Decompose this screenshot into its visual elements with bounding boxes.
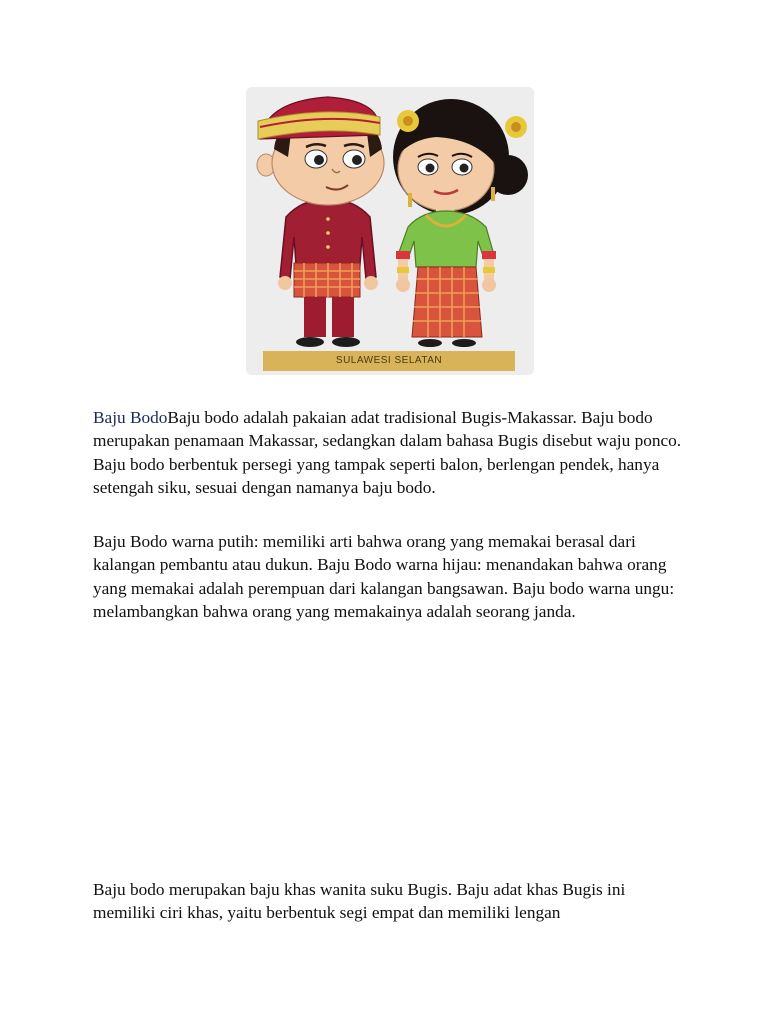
paragraph-bugis-characteristics: Baju bodo merupakan baju khas wanita suku Bugis. Baju adat khas Bugis ini memiliki ciri khas, yaitu berbentuk segi empat dan memiliki lengan: [93, 880, 626, 923]
section-title: Baju Bodo: [93, 408, 168, 427]
male-figure-icon: [257, 97, 384, 347]
traditional-costume-illustration: [246, 87, 534, 375]
female-figure-icon: [393, 99, 528, 347]
paragraph-colors-meaning: Baju Bodo warna putih: memiliki arti bahwa orang yang memakai berasal dari kalangan pembantu atau dukun. Baju Bodo warna hijau: menandakan bahwa orang yang memakai adalah perempuan dari kalangan bangsawan. Baju bodo warna ungu: melambangkan bahwa orang yang memakainya adalah seorang janda.: [93, 532, 675, 621]
paragraph1-body: Baju bodo adalah pakaian adat tradisional Bugis-Makassar. Baju bodo merupakan penamaan Makassar, sedangkan dalam bahasa Bugis disebut waju ponco. Baju bodo berbentuk persegi yang tampak seperti balon, berlengan pendek, hanya setengah siku, sesuai dengan namanya baju bodo.: [93, 408, 682, 497]
paragraph-baju-bodo-intro: [93, 406, 683, 499]
illustration-figure: [246, 87, 534, 375]
figure-caption: SULAWESI SELATAN: [263, 351, 515, 371]
